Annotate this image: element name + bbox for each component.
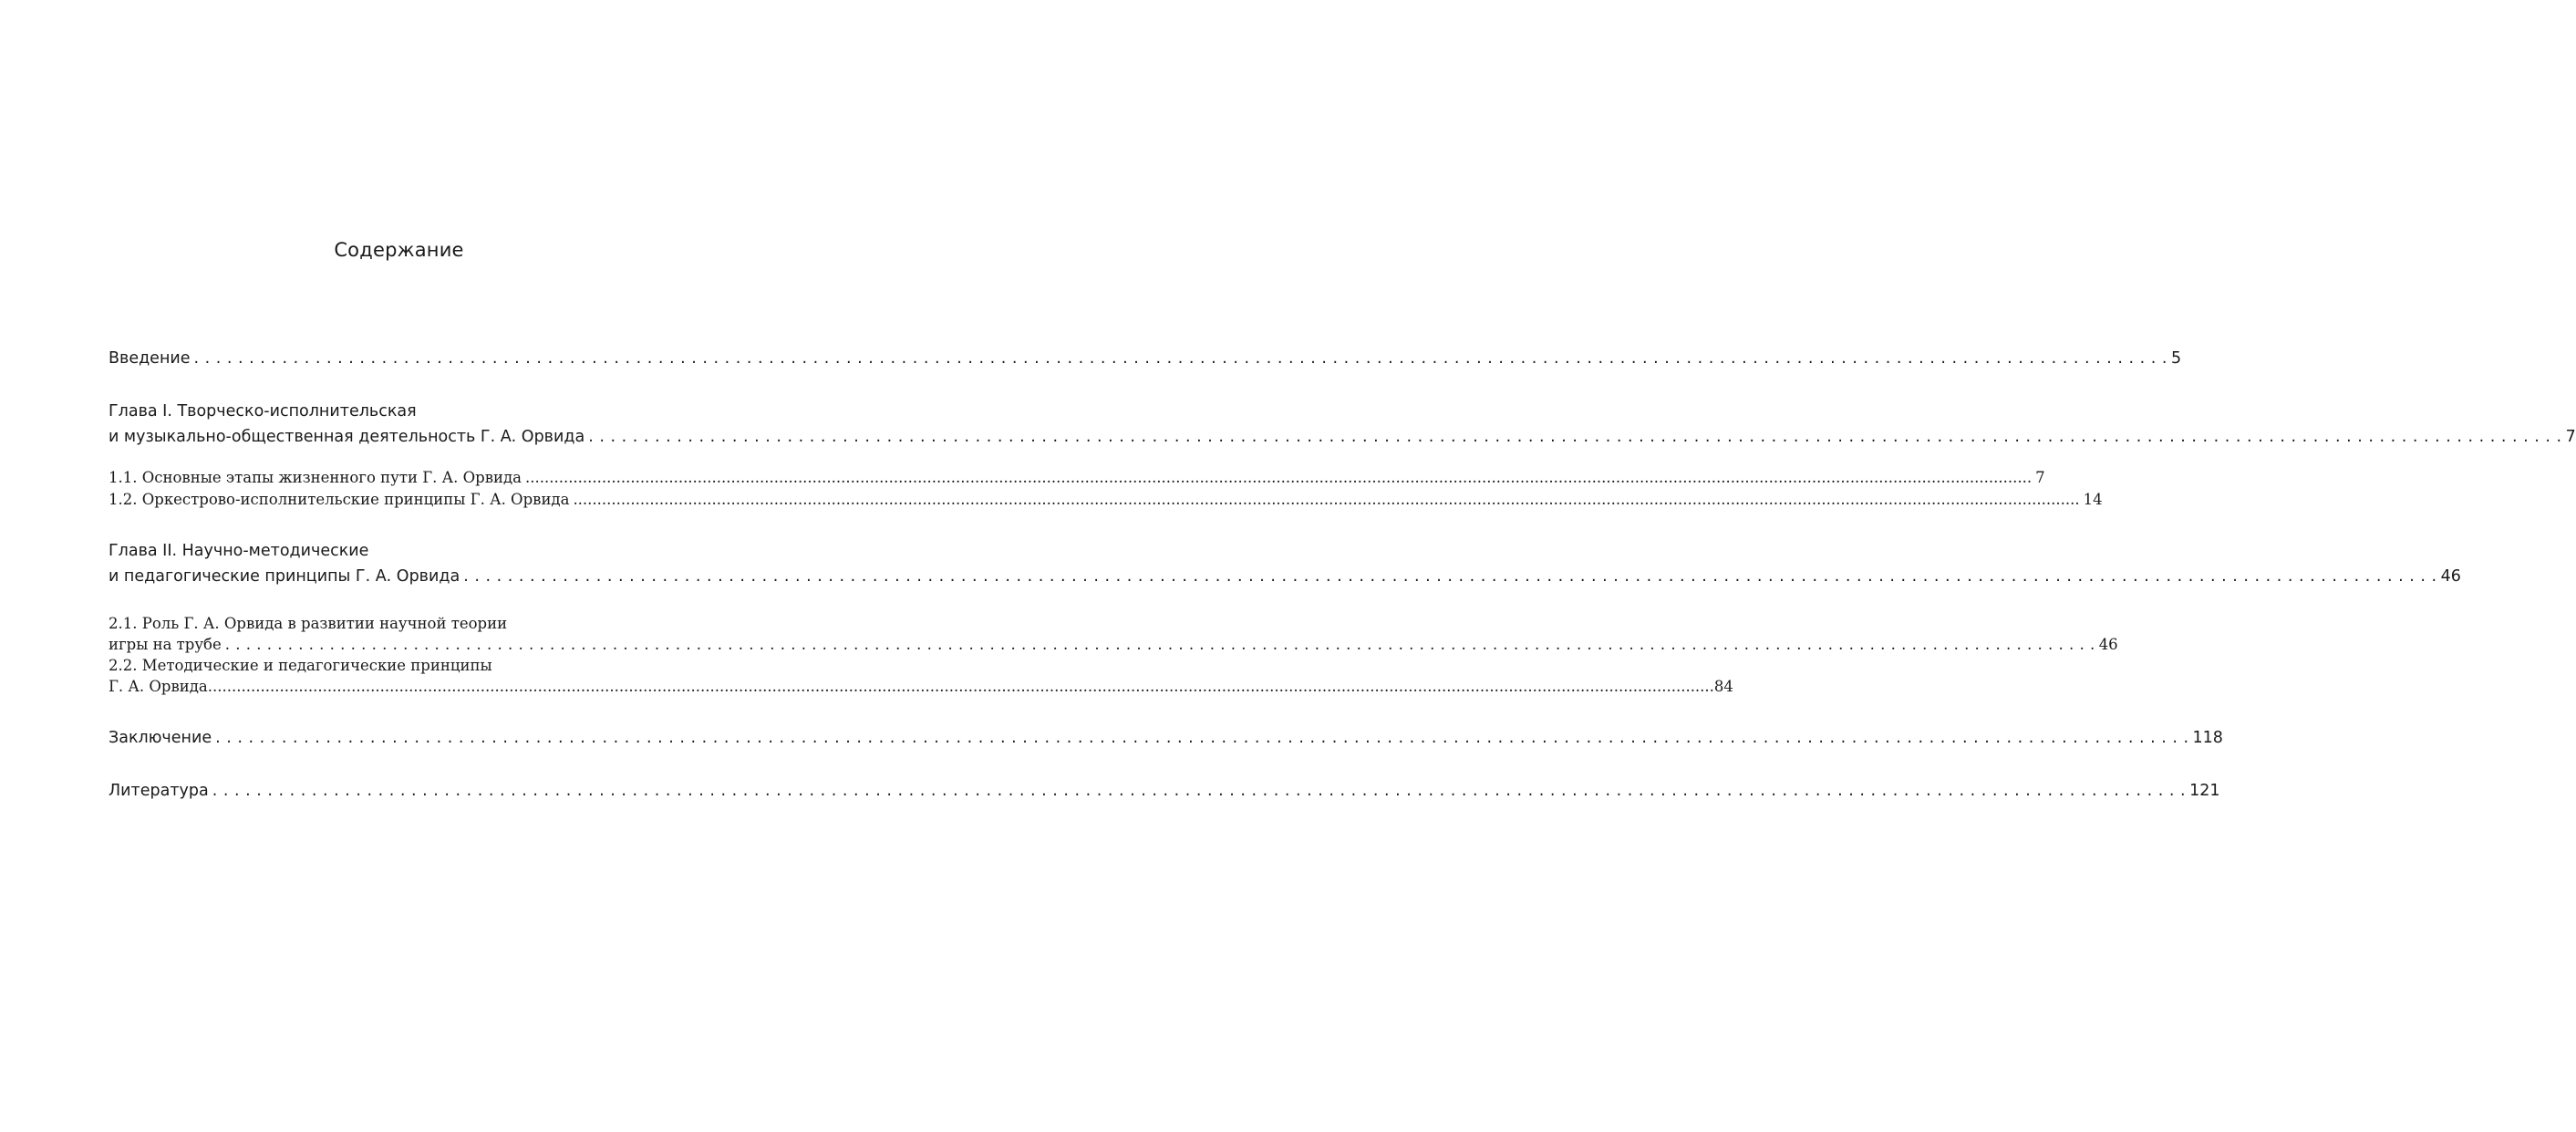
toc-page-number: 7 — [2035, 469, 2045, 486]
toc-page-number: 118 — [2192, 729, 2223, 747]
toc-chapter-1-line-2[interactable] — [109, 428, 2576, 446]
page-title: Содержание — [334, 239, 464, 261]
dot-leader — [225, 636, 2095, 653]
toc-page-number: 7 — [2565, 428, 2576, 446]
toc-entry-label: Глава I. Творческо-исполнительская — [109, 402, 417, 421]
toc-entry-conclusion[interactable] — [109, 729, 2223, 747]
dot-leader — [588, 428, 2561, 446]
toc-entry-label: 1.1. Основные этапы жизненного пути Г. А. Орвида — [109, 469, 522, 486]
toc-section-2-1-line-1[interactable] — [109, 615, 670, 632]
toc-entry-label: 2.2. Методические и педагогические принципы — [109, 657, 492, 674]
toc-page-number: 46 — [2440, 567, 2461, 586]
toc-page-number: 14 — [2083, 491, 2103, 508]
toc-entry-label: Г. А. Орвида — [109, 678, 208, 695]
toc-entry-intro[interactable] — [109, 349, 2182, 368]
toc-chapter-2-line-2[interactable] — [109, 567, 2461, 586]
toc-page-number: 121 — [2189, 782, 2220, 800]
toc-entry-label: Глава II. Научно-методические — [109, 542, 369, 560]
toc-section-1-1[interactable] — [109, 469, 2045, 486]
dot-leader — [215, 729, 2188, 747]
dot-leader — [463, 567, 2436, 586]
toc-section-2-2-line-2[interactable] — [109, 678, 1733, 695]
dot-leader — [194, 349, 2167, 368]
toc-entry-label: и педагогические принципы Г. А. Орвида — [109, 567, 460, 586]
toc-section-2-2-line-1[interactable] — [109, 657, 670, 674]
toc-section-1-2[interactable] — [109, 491, 2103, 508]
toc-entry-label: 2.1. Роль Г. А. Орвида в развитии научной теории — [109, 615, 508, 632]
dot-leader — [212, 782, 2186, 800]
toc-chapter-1-line-1[interactable] — [109, 402, 670, 421]
dot-leader — [525, 469, 2032, 486]
toc-page-number: 5 — [2170, 349, 2182, 368]
toc-entry-label: 1.2. Оркестрово-исполнительские принципы Г. А. Орвида — [109, 491, 570, 508]
toc-page-number: 84 — [1713, 678, 1733, 695]
toc-page-number: 46 — [2098, 636, 2118, 653]
toc-section-2-1-line-2[interactable] — [109, 636, 2118, 653]
toc-entry-label: Введение — [109, 349, 191, 368]
toc-entry-label: Литература — [109, 782, 209, 800]
toc-entry-label: и музыкально-общественная деятельность Г. А. Орвида — [109, 428, 585, 446]
toc-entry-literature[interactable] — [109, 782, 2220, 800]
dot-leader — [208, 678, 1714, 695]
toc-entry-label: Заключение — [109, 729, 212, 747]
toc-chapter-2-line-1[interactable] — [109, 542, 670, 560]
dot-leader — [573, 491, 2079, 508]
toc-entry-label: игры на трубе — [109, 636, 222, 653]
